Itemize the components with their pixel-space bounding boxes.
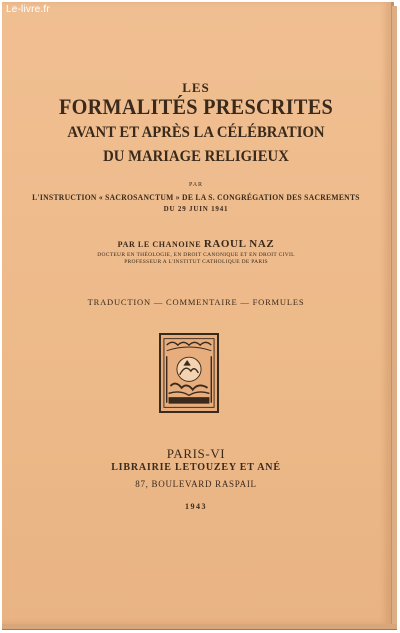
title-line-3: AVANT ET APRÈS LA CÉLÉBRATION <box>67 124 325 141</box>
author-prefix: PAR LE CHANOINE <box>117 240 202 249</box>
title-line-2: FORMALITÉS PRESCRITES <box>58 94 334 119</box>
publication-year: 1943 <box>185 502 207 511</box>
watermark: Le-livre.fr <box>6 4 50 15</box>
byline-par: PAR <box>188 182 204 188</box>
author-name: RAOUL NAZ <box>203 238 275 250</box>
publisher-city: PARIS-VI <box>166 446 226 461</box>
subtitle: TRADUCTION — COMMENTAIRE — FORMULES <box>87 297 305 307</box>
page-edge-right <box>392 6 397 626</box>
author-line <box>0 238 392 250</box>
publisher-name: LIBRAIRIE LETOUZEY ET ANÉ <box>111 462 281 473</box>
author-credentials-2: PROFESSEUR A L'INSTITUT CATHOLIQUE DE PARIS <box>124 259 268 265</box>
byline-date: DU 29 JUIN 1941 <box>163 205 229 213</box>
byline-instruction: L'INSTRUCTION « SACROSANCTUM » DE LA S. CONGRÉGATION DES SACREMENTS <box>32 193 360 202</box>
title-line-1: LES <box>182 80 210 95</box>
author-credentials-1: DOCTEUR EN THÉOLOGIE, EN DROIT CANONIQUE ET EN DROIT CIVIL <box>97 252 295 258</box>
page-edge-bottom <box>2 624 397 630</box>
publisher-address: 87, BOULEVARD RASPAIL <box>135 479 257 489</box>
title-line-4: DU MARIAGE RELIGIEUX <box>103 148 289 165</box>
publisher-emblem-icon <box>159 333 219 413</box>
